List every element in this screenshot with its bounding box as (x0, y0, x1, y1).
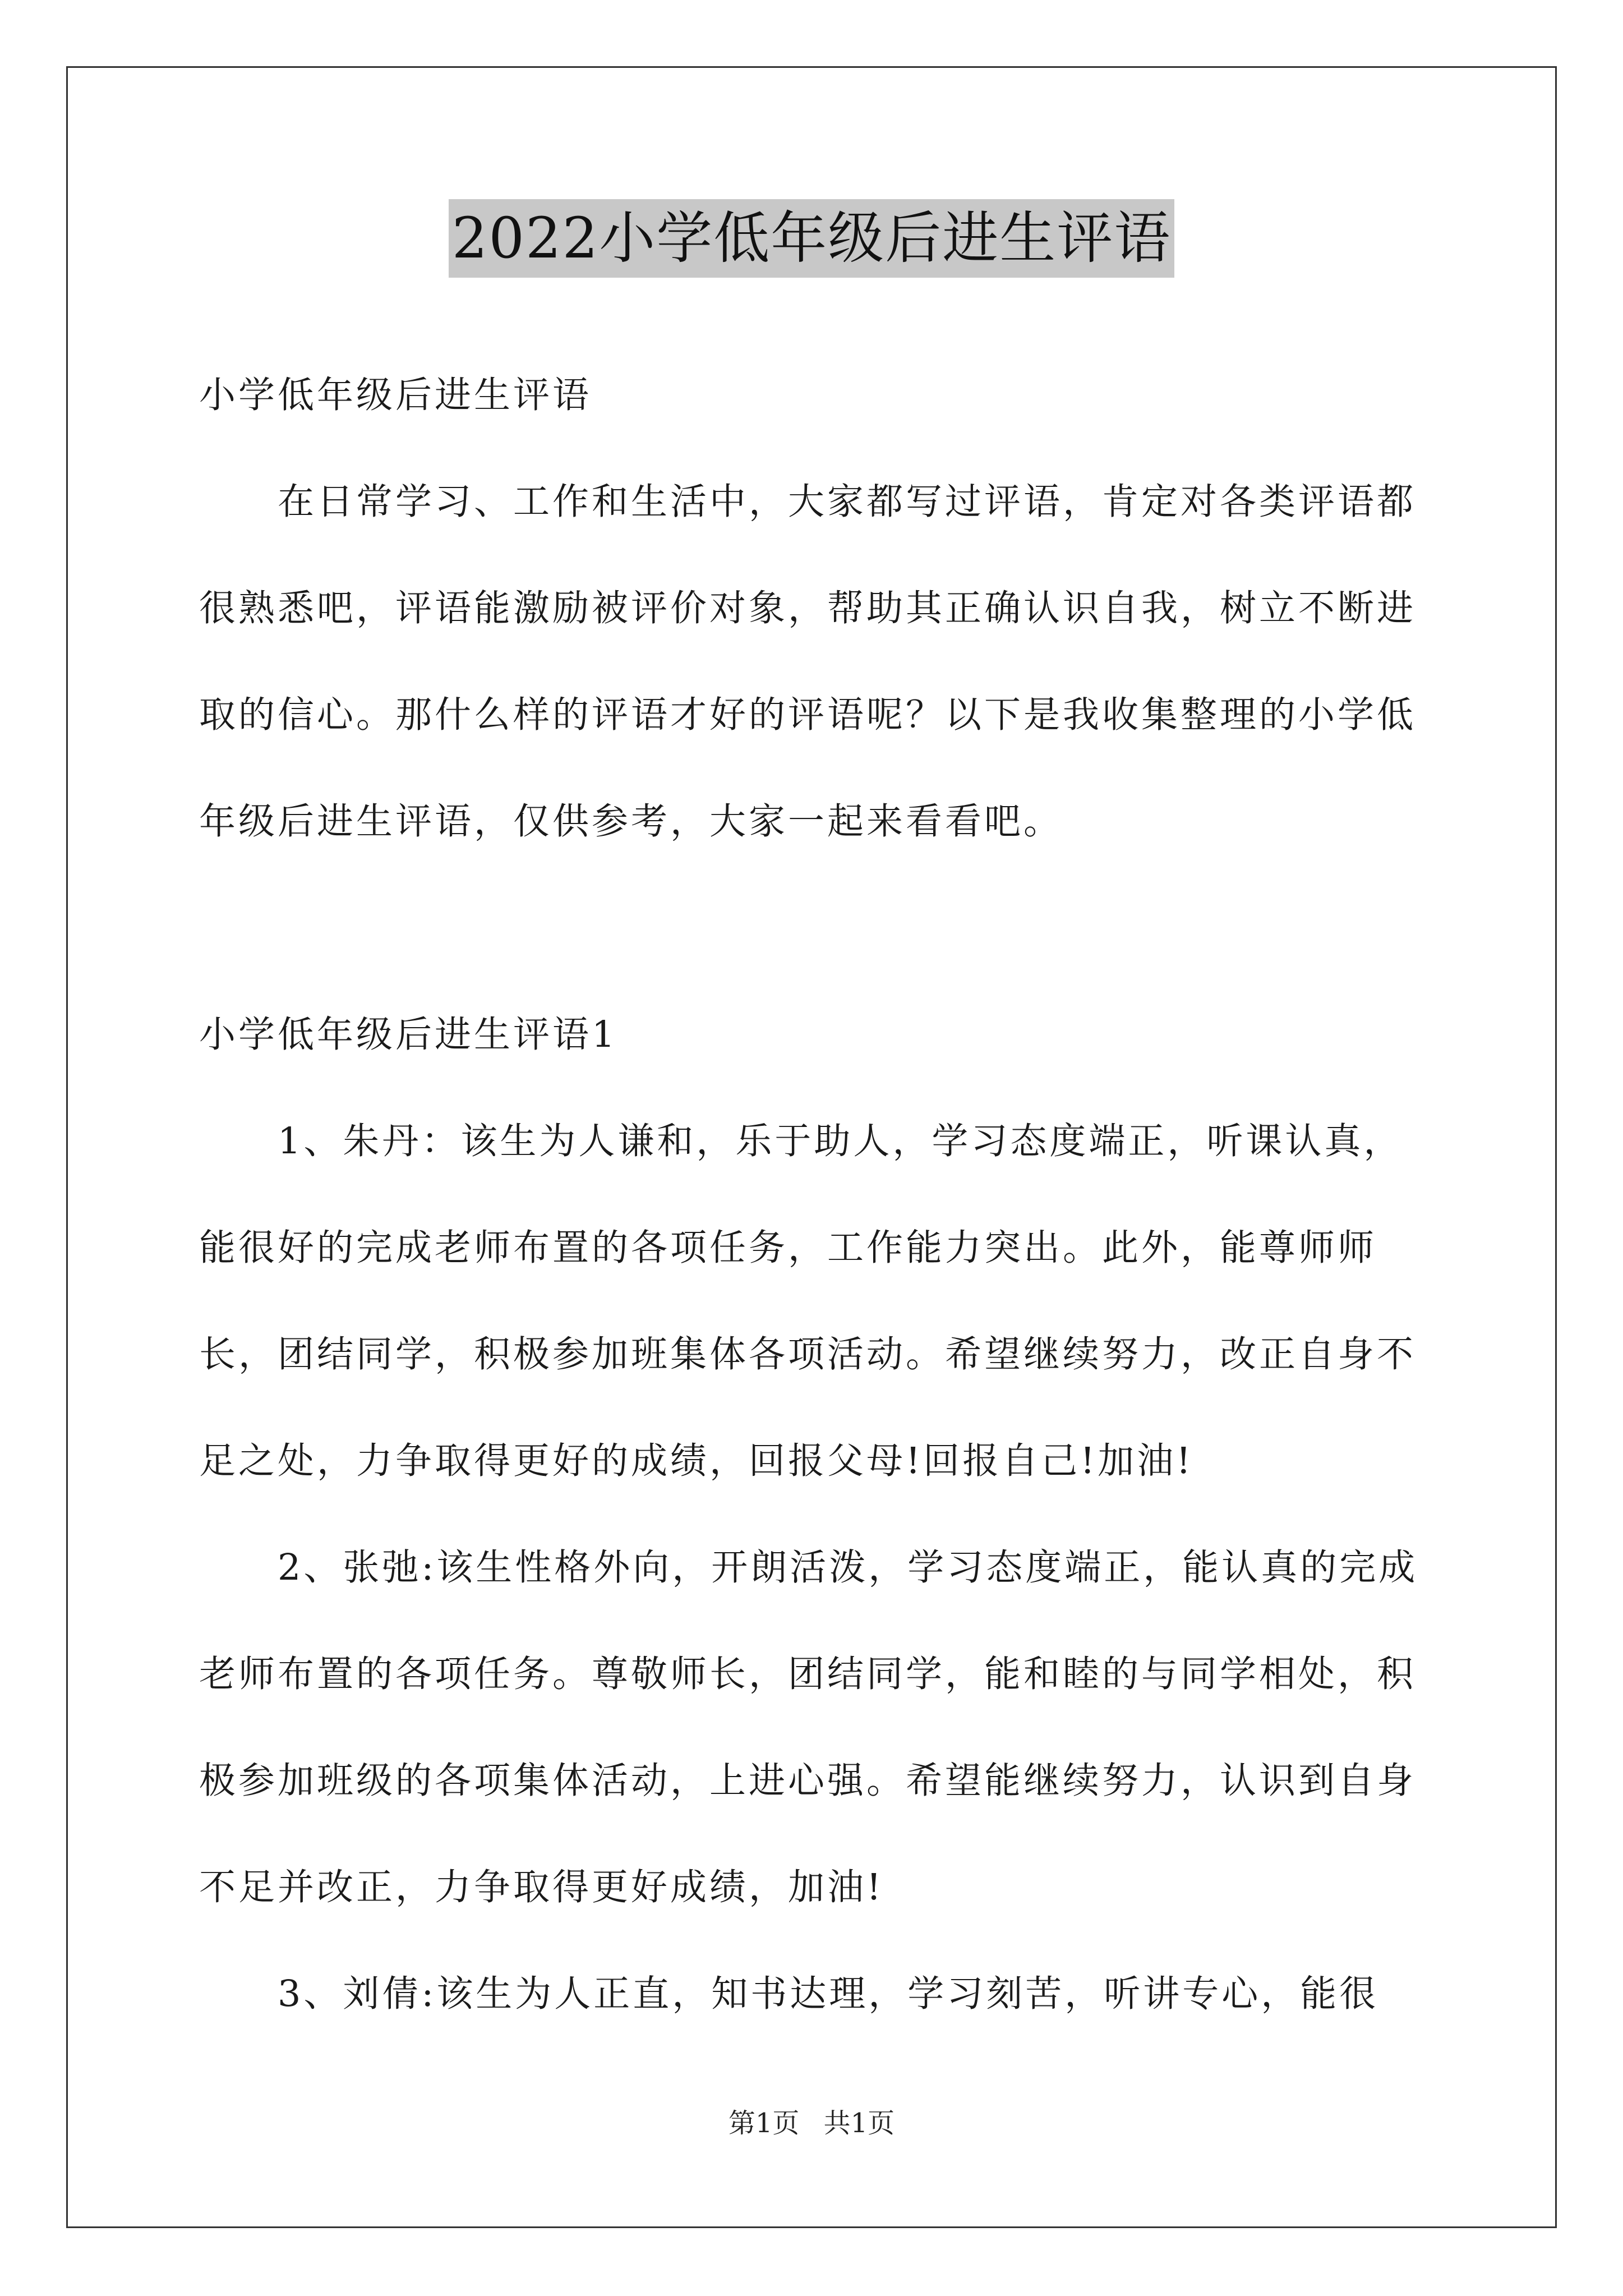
subtitle: 小学低年级后进生评语 (199, 374, 592, 416)
title-container (0, 199, 1623, 278)
document-body (199, 342, 1427, 2047)
page-footer (0, 2106, 1623, 2140)
comment-item-1: 1、朱丹：该生为人谦和，乐于助人，学习态度端正，听课认真，能很好的完成老师布置的各项任务，工作能力突出。此外，能尊师师长，团结同学，积极参加班集体各项活动。希望继续努力，改正自身不足之处，力争取得更好的成绩，回报父母!回报自己!加油! (199, 1120, 1417, 1482)
section-heading: 小学低年级后进生评语1 (199, 1014, 618, 1056)
intro-paragraph: 在日常学习、工作和生活中，大家都写过评语，肯定对各类评语都很熟悉吧，评语能激励被评价对象，帮助其正确认识自我，树立不断进取的信心。那什么样的评语才好的评语呢？以下是我收集整理的小学低年级后进生评语，仅供参考，大家一起来看看吧。 (199, 481, 1417, 843)
comment-item-3: 3、刘倩:该生为人正直，知书达理，学习刻苦，听讲专心，能很 (278, 1973, 1379, 2015)
page-total: 共1页 (823, 2108, 895, 2139)
page-number: 第1页 (728, 2108, 800, 2139)
comment-item-2: 2、张弛:该生性格外向，开朗活泼，学习态度端正，能认真的完成老师布置的各项任务。尊敬师长，团结同学，能和睦的与同学相处，积极参加班级的各项集体活动，上进心强。希望能继续努力，认识到自身不足并改正，力争取得更好成绩，加油! (199, 1547, 1418, 1908)
document-title: 2022小学低年级后进生评语 (449, 199, 1175, 278)
spacer (199, 875, 1427, 982)
